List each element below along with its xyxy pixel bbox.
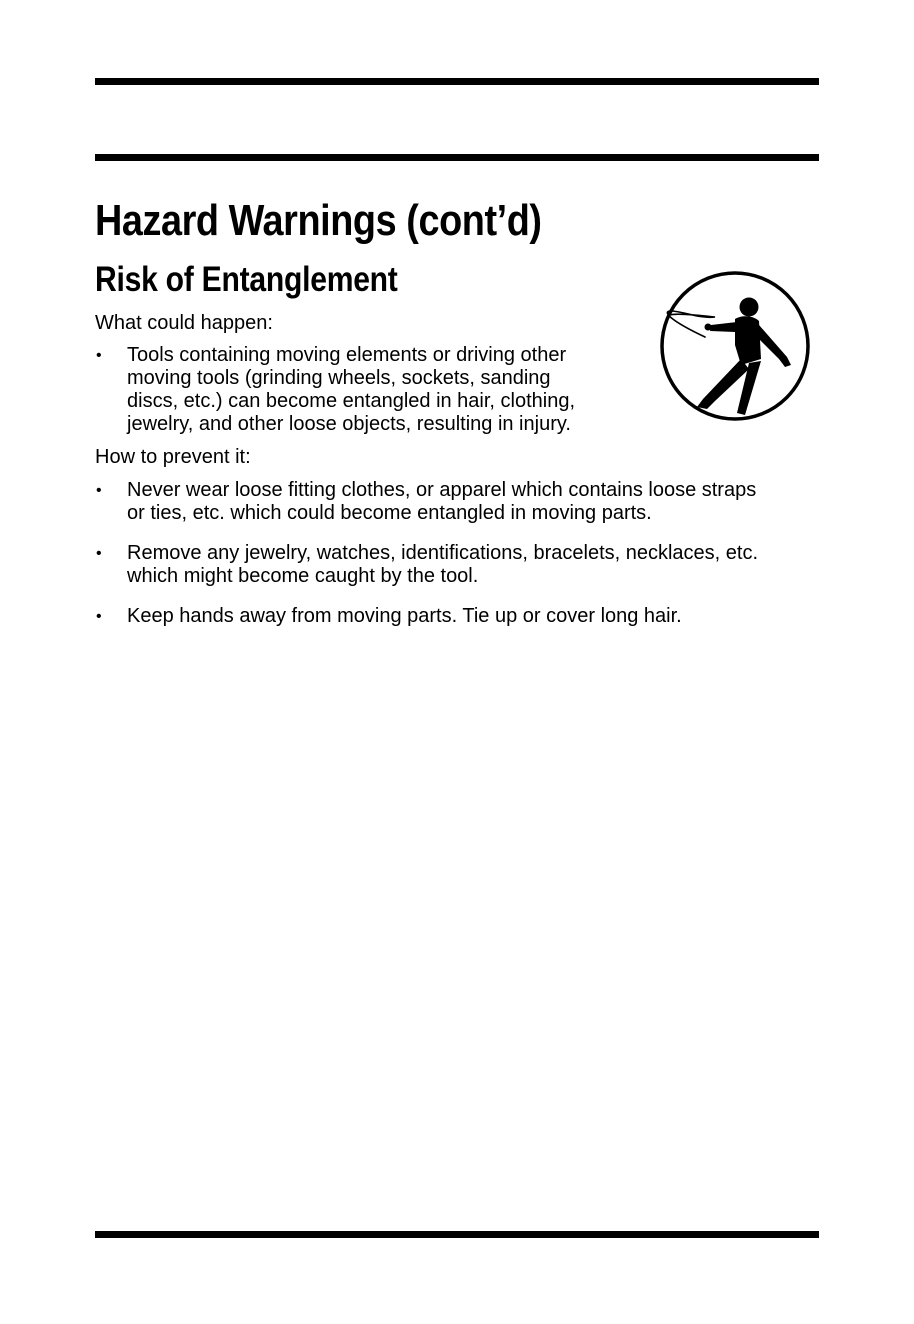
bullet-icon: • [96,608,102,625]
list-item-line: moving tools (grinding wheels, sockets, sanding [127,367,551,389]
list-item [95,479,819,525]
what-could-happen-list [95,344,635,436]
list-item-line: Tools containing moving elements or driving other [127,344,567,366]
list-item [95,344,635,436]
footer-rule [95,1231,819,1238]
page-title: Hazard Warnings (cont’d) [95,196,542,245]
how-to-prevent-label: How to prevent it: [95,446,251,468]
list-item-line: Never wear loose fitting clothes, or apparel which contains loose straps [127,479,757,501]
header-rule [95,154,819,161]
list-item-line: Remove any jewelry, watches, identifications, bracelets, necklaces, etc. [127,542,759,564]
bullet-icon: • [96,347,102,364]
top-rule [95,78,819,85]
list-item-line: discs, etc.) can become entangled in hair, clothing, [127,390,576,412]
list-item-line: or ties, etc. which could become entangled in moving parts. [127,502,652,524]
bullet-icon: • [96,545,102,562]
list-item [95,605,819,628]
list-item-line: Keep hands away from moving parts. Tie up or cover long hair. [127,605,682,627]
how-to-prevent-list [95,479,819,645]
bullet-icon: • [96,482,102,499]
section-title: Risk of Entanglement [95,260,398,299]
entanglement-hazard-icon [657,267,813,425]
list-item [95,542,819,588]
list-item-line: jewelry, and other loose objects, resulting in injury. [127,413,571,435]
list-item-line: which might become caught by the tool. [127,565,479,587]
what-could-happen-label: What could happen: [95,312,273,334]
